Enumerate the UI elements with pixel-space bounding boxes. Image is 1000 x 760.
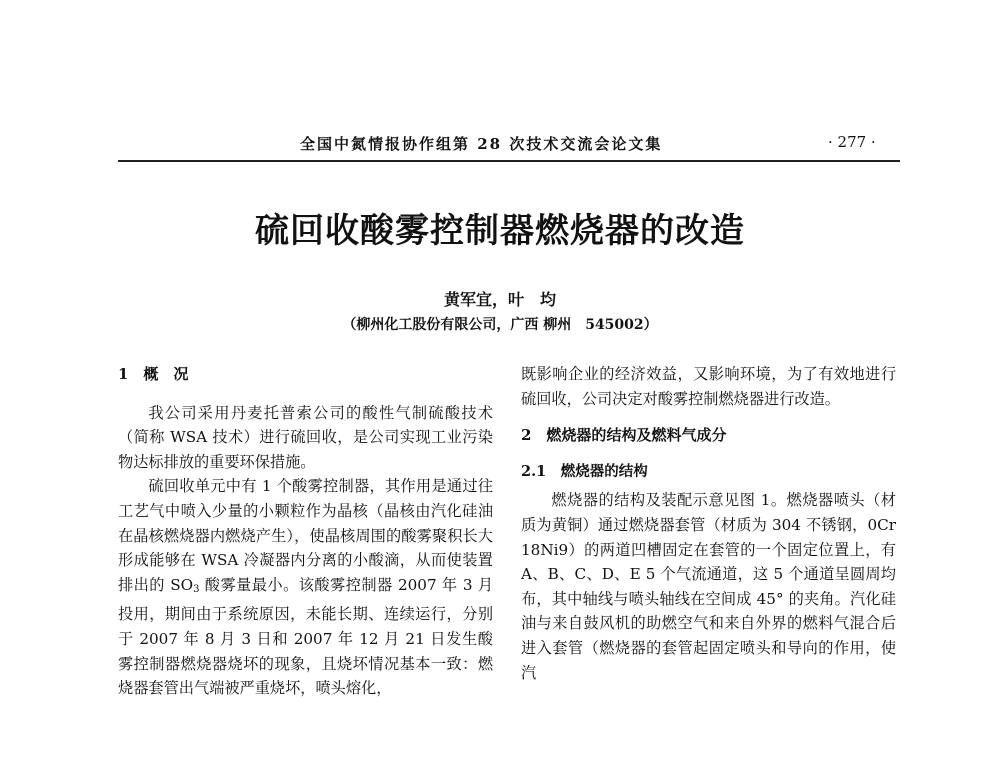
- article-title: 硫回收酸雾控制器燃烧器的改造: [255, 211, 745, 251]
- paragraph-2: [118, 474, 493, 700]
- paragraph-2-part-2: 酸雾量最小。该酸雾控制器 2007 年 3 月投用，期间由于系统原因，未能长期、连续运行，分别于 2007 年 8 月 3 日和 2007 年 12 月 21 日发生酸雾控制器燃烧器烧坏的现象，且烧坏情况基本一致：燃烧器套管出气端被严重烧坏，喷头熔化，: [118, 575, 494, 698]
- author-affiliation: （柳州化工股份有限公司，广西 柳州 545002）: [342, 317, 658, 333]
- header-rule: [118, 160, 900, 162]
- subsection-2-1-heading: 2.1 燃烧器的结构: [521, 462, 648, 480]
- paragraph-1: 我公司采用丹麦托普索公司的酸性气制硫酸技术（简称 WSA 技术）进行硫回收，是公司实现工业污染物达标排放的重要环保措施。: [118, 403, 493, 471]
- left-column: [118, 362, 493, 701]
- running-header-title: 全国中氮情报协作组第 28 次技术交流会论文集: [300, 135, 663, 153]
- paragraph-3: 燃烧器的结构及装配示意见图 1。燃烧器喷头（材质为黄铜）通过燃烧器套管（材质为 304 不锈钢，0Cr18Ni9）的两道凹槽固定在套管的一个固定位置上，有 A、B、C、D、E 5 个气流通道，这 5 个通道呈圆周均布，其中轴线与喷头轴线在空间成 45° 的夹角。汽化硅油与来自鼓风机的助燃空气和来自外界的燃料气混合后进入套管（燃烧器的套管起固定喷头和导向的作用，使汽: [521, 491, 896, 682]
- page-number: · 277 ·: [828, 133, 876, 151]
- right-column: [521, 362, 896, 685]
- paragraph-2-part-1: 硫回收单元中有 1 个酸雾控制器，其作用是通过往工艺气中喷入少量的小颗粒作为晶核（晶核由汽化硅油在晶核燃烧器内燃烧产生），使晶核周围的酸雾聚积长大形成能够在 WSA 冷凝器内分离的小酸滴，从而使装置排出的 SO: [118, 477, 493, 594]
- article-authors: 黄军宜，叶 均: [443, 290, 556, 309]
- so3-subscript: 3: [193, 583, 200, 595]
- section-2-heading: 2 燃烧器的结构及燃料气成分: [521, 426, 727, 445]
- paragraph-continued: 既影响企业的经济效益，又影响环境，为了有效地进行硫回收，公司决定对酸雾控制燃烧器进行改造。: [521, 365, 896, 408]
- section-1-heading: 1 概 况: [118, 365, 189, 383]
